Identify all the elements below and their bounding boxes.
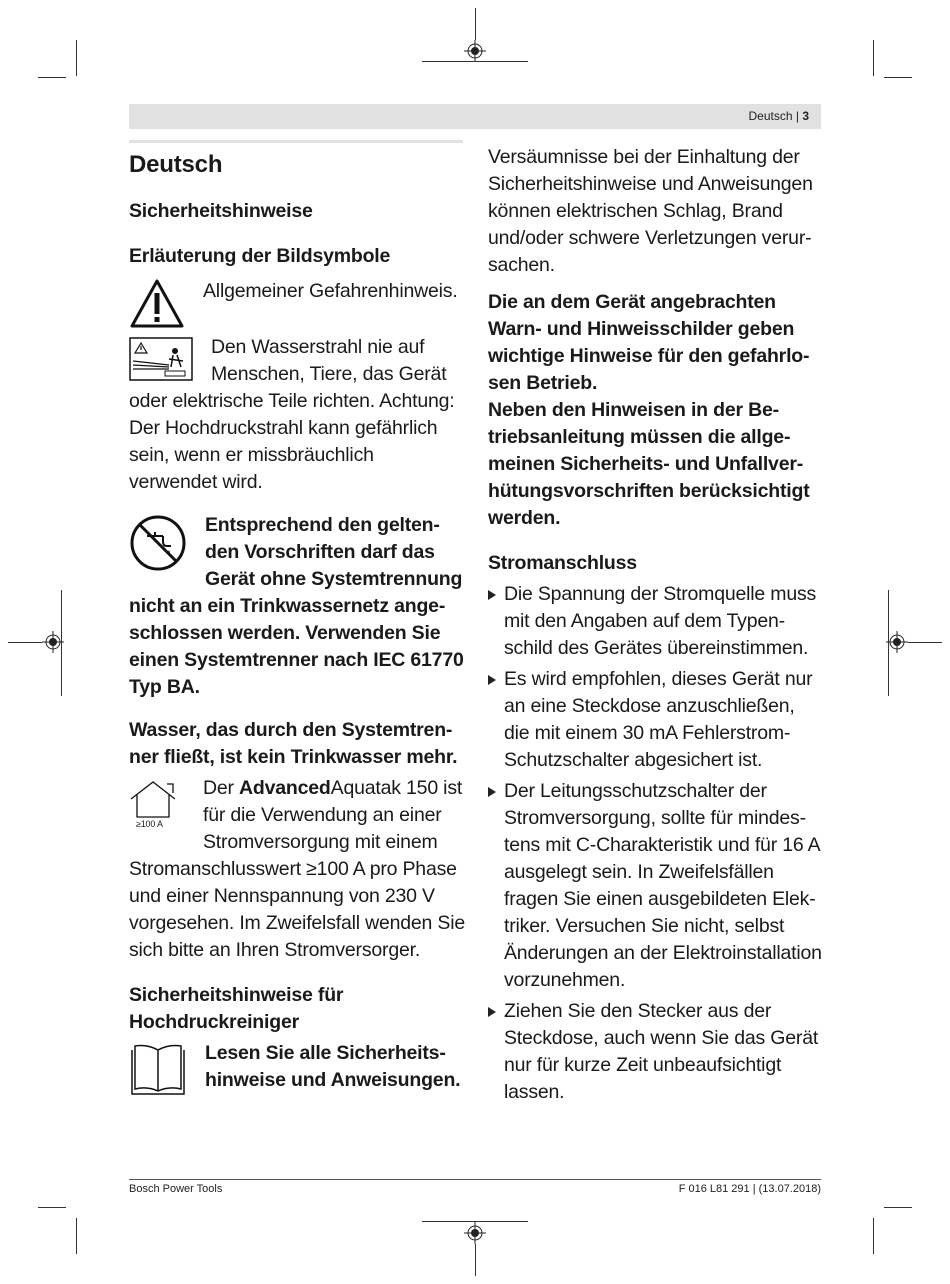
power-heading: Stromanschluss <box>488 552 637 574</box>
header-label: Deutsch | 3 <box>748 109 809 123</box>
registration-mark-icon <box>886 631 908 653</box>
symbol-read-manual <box>129 1040 465 1098</box>
crop-mark <box>873 1218 874 1254</box>
crop-mark <box>884 77 912 78</box>
footer-doc-id: F 016 L81 291 | (13.07.2018) <box>678 1183 821 1195</box>
accident-prevention-text: Neben den Hinweisen in der Betriebsanleitung müssen die allgemeinen Sicherheits- und Unfallverhütungsvorschriften berücksichtigt werden. <box>488 399 810 529</box>
no-drinking-water-text: Entsprechend den geltenden Vorschriften darf das Gerät ohne Systemtrennung nicht an ein Trinkwassernetz angeschlossen werden. Verwenden Sie einen Systemtrenner nach IEC 61770 Typ BA. <box>129 514 464 698</box>
symbol-warning <box>129 278 465 330</box>
page-header <box>129 104 821 129</box>
crop-mark <box>38 77 66 78</box>
right-column <box>488 144 822 1110</box>
crop-mark <box>475 1244 476 1276</box>
read-manual-book-icon <box>129 1042 187 1098</box>
crop-mark <box>888 590 889 696</box>
registration-mark-icon <box>464 40 486 62</box>
power-bullet-list <box>488 581 822 1106</box>
page-title: Deutsch <box>129 151 223 178</box>
no-drinking-water-icon <box>129 514 187 572</box>
footer-brand: Bosch Power Tools <box>129 1183 223 1195</box>
read-manual-text: Lesen Sie alle Sicherheitshinweise und Anweisungen. <box>205 1042 461 1091</box>
symbol-no-drinking-water <box>129 512 465 701</box>
symbol-house-power <box>129 775 465 964</box>
advanced-text: Aquatak 150 ist für die Verwendung an einer Stromversorgung mit einem Stromanschlusswert ≥100 A pro Phase und einer Nennspannung von 230 V vorgesehen. Im Zweifelsfall wenden Sie sich bitte an Ihren Stromversorger. <box>129 777 465 961</box>
left-column <box>129 140 465 1098</box>
crop-mark <box>422 61 528 62</box>
crop-mark <box>873 40 874 76</box>
water-jet-text: Den Wasserstrahl nie auf Menschen, Tiere, das Gerät oder elektrische Teile richten. Achtung: Der Hochdruckstrahl kann gefährlich sein, wenn er missbräuchlich verwendet wird. <box>129 336 455 493</box>
warning-triangle-icon <box>129 278 185 330</box>
advanced-prefix: Der <box>203 777 240 799</box>
water-not-drinkable-text: Wasser, das durch den Systemtrenner fließt, ist kein Trinkwasser mehr. <box>129 719 458 768</box>
crop-mark <box>8 642 42 643</box>
crop-mark <box>422 1221 528 1222</box>
list-item: Es wird empfohlen, dieses Gerät nur an eine Steckdose anzuschließen, die mit einem 30 mA Fehlerstrom-Schutzschalter abgesichert ist. <box>488 666 822 774</box>
symbols-heading: Erläuterung der Bildsymbole <box>129 245 391 267</box>
symbol-water-jet <box>129 334 465 496</box>
crop-mark <box>908 642 942 643</box>
warning-text: Allgemeiner Gefahrenhinweis. <box>203 280 458 302</box>
crop-mark <box>884 1207 912 1208</box>
crop-mark <box>61 590 62 696</box>
warning-labels-text: Die an dem Gerät angebrachten Warn- und Hinweisschilder geben wichtige Hinweise für den gefahrlosen Betrieb. <box>488 291 810 394</box>
list-item: Der Leitungsschutzschalter der Stromversorgung, sollte für mindestens mit C-Charakteristik und für 16 A ausgelegt sein. In Zweifelsfällen fragen Sie einen ausgebildeten Elektriker. Versuchen Sie nicht, selbst Änderungen an der Elektroinstallation vorzunehmen. <box>488 778 822 994</box>
advanced-bold: Advanced <box>239 777 331 799</box>
page-number: 3 <box>802 109 809 123</box>
crop-mark <box>76 40 77 76</box>
water-jet-warning-icon <box>129 337 193 381</box>
crop-mark <box>475 8 476 40</box>
safety-heading: Sicherheitshinweise <box>129 200 313 222</box>
list-item: Die Spannung der Stromquelle muss mit den Angaben auf dem Typenschild des Gerätes übereinstimmen. <box>488 581 822 662</box>
high-pressure-heading: Sicherheitshinweise für Hochdruckreiniger <box>129 984 344 1033</box>
intro-text: Versäumnisse bei der Einhaltung der Sicherheitshinweise und Anweisungen können elektrischen Schlag, Brand und/oder schwere Verletzungen verursachen. <box>488 146 813 276</box>
list-item: Ziehen Sie den Stecker aus der Steckdose, auch wenn Sie das Gerät nur für kurze Zeit unbeaufsichtigt lassen. <box>488 998 822 1106</box>
house-power-label: ≥100 A <box>136 819 163 829</box>
registration-mark-icon <box>464 1222 486 1244</box>
crop-mark <box>38 1207 66 1208</box>
footer-rule <box>129 1179 821 1180</box>
crop-mark <box>76 1218 77 1254</box>
header-language: Deutsch <box>748 109 793 123</box>
